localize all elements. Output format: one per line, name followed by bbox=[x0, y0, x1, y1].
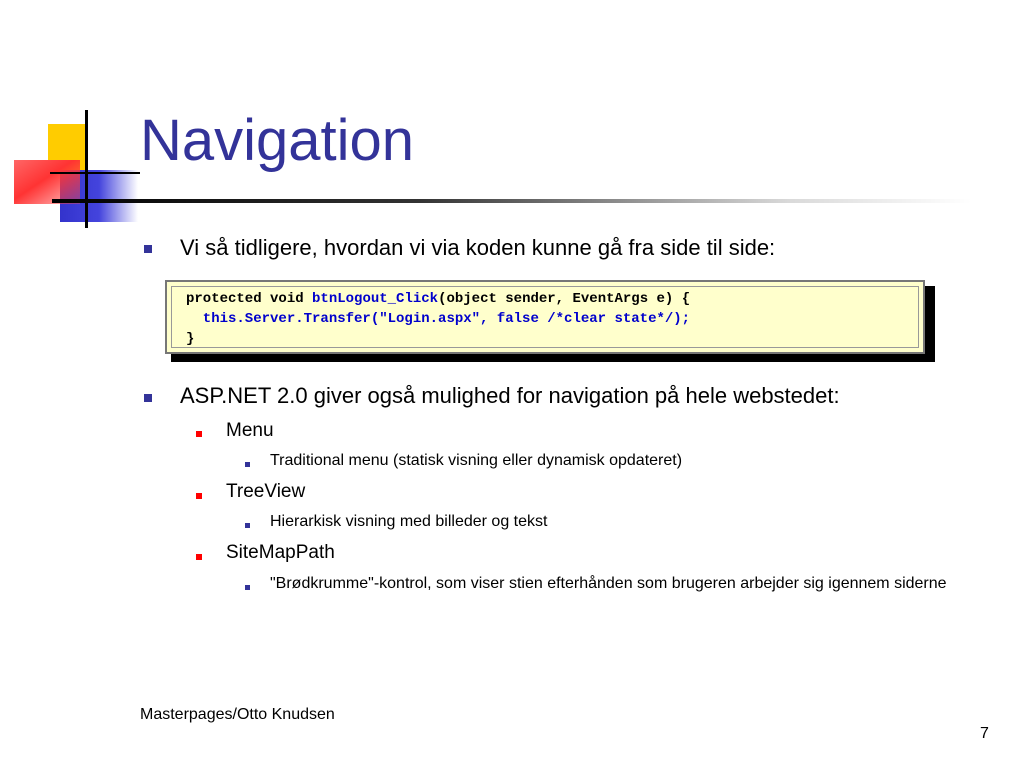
title-underline bbox=[52, 199, 972, 203]
decoration-red-square bbox=[14, 160, 80, 204]
sub-item-menu-detail: Traditional menu (statisk visning eller dynamisk opdateret) bbox=[270, 452, 683, 469]
bullet-square-icon bbox=[144, 245, 152, 253]
sub-item-sitemappath-detail: "Brødkrumme"-kontrol, som viser stien efterhånden som brugeren arbejder sig igennem siderne bbox=[270, 575, 947, 592]
code-line-3: } bbox=[186, 331, 195, 347]
sub-item-treeview-detail: Hierarkisk visning med billeder og tekst bbox=[270, 513, 548, 530]
sub-bullet-red-icon bbox=[196, 554, 202, 560]
code-box bbox=[165, 280, 925, 354]
sub-sub-bullet-icon bbox=[245, 462, 250, 467]
code-params: (object sender, EventArgs e) { bbox=[438, 291, 691, 307]
code-line-1 bbox=[186, 290, 690, 308]
decoration-vertical-line bbox=[85, 110, 88, 228]
footer-author: Masterpages/Otto Knudsen bbox=[140, 706, 335, 723]
bullet-text-1: Vi så tidligere, hvordan vi via koden kunne gå fra side til side: bbox=[180, 235, 776, 260]
bullet-text-2: ASP.NET 2.0 giver også mulighed for navigation på hele webstedet: bbox=[180, 383, 840, 408]
bullet-square-icon bbox=[144, 394, 152, 402]
sub-sub-bullet-icon bbox=[245, 585, 250, 590]
sub-sub-bullet-icon bbox=[245, 523, 250, 528]
sub-item-menu: Menu bbox=[226, 420, 274, 441]
code-line-2: this.Server.Transfer("Login.aspx", false /*clear state*/); bbox=[186, 311, 691, 327]
sub-item-sitemappath: SiteMapPath bbox=[226, 542, 335, 563]
slide-title: Navigation bbox=[140, 108, 415, 173]
code-keyword: protected void bbox=[186, 291, 313, 307]
sub-bullet-red-icon bbox=[196, 493, 202, 499]
sub-bullet-red-icon bbox=[196, 431, 202, 437]
code-method-name: btnLogout_Click bbox=[312, 291, 439, 307]
decoration-horizontal-short-line bbox=[50, 172, 140, 174]
sub-item-treeview: TreeView bbox=[226, 481, 306, 502]
page-number: 7 bbox=[980, 725, 989, 742]
